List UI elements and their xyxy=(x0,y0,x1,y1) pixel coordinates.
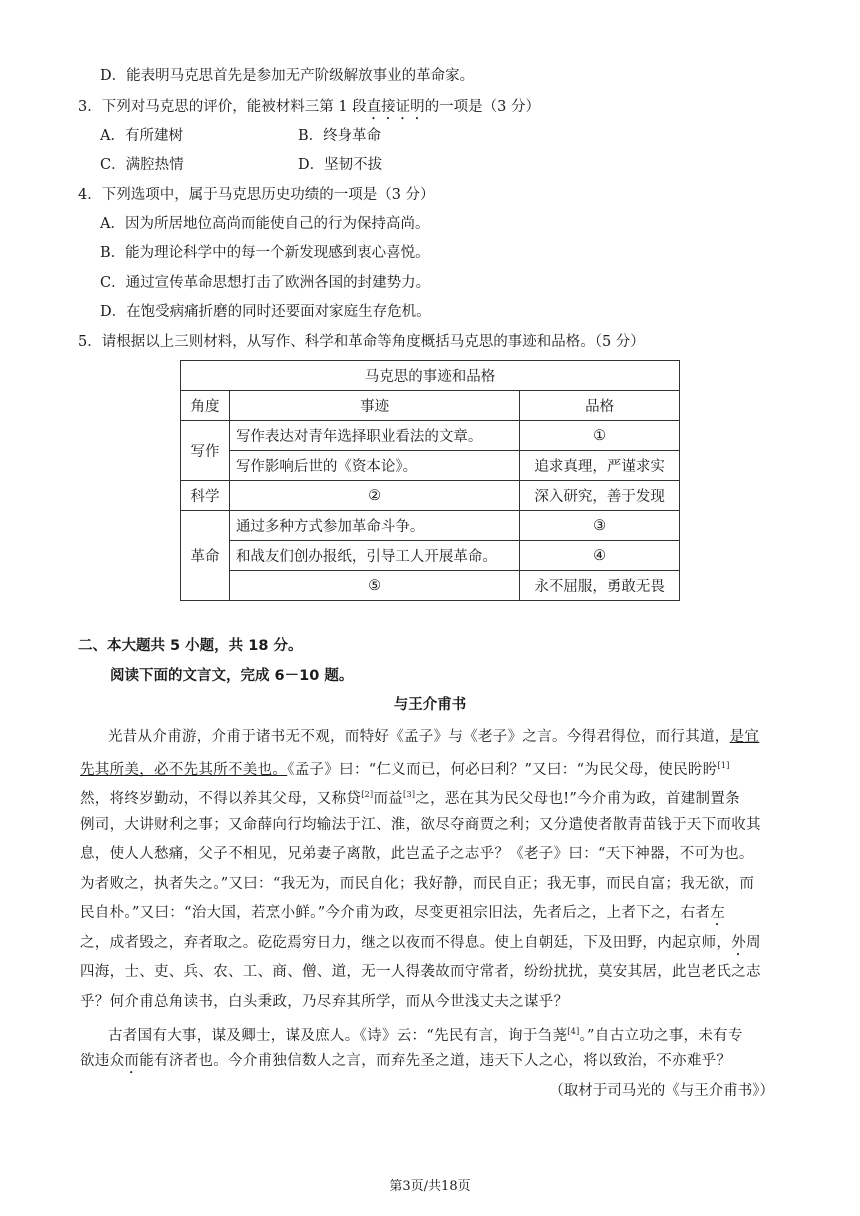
passage-line xyxy=(80,903,776,929)
q3-stem-b: 的一项是（3 分） xyxy=(424,99,541,115)
passage-text: 民自朴。”又曰：“治大国，若烹小鲜。”今介甫为政，尽变更祖宗旧法，先者后之，上者下之，右者 xyxy=(80,905,711,921)
q3-stem-a: 3．下列对马克思的评价，能被材料三第 1 段 xyxy=(78,99,367,115)
table-title-row xyxy=(181,361,680,391)
passage-text: 周 xyxy=(746,935,761,951)
category-writing: 写作 xyxy=(181,421,230,481)
page-number: 第3页/共18页 xyxy=(389,1179,471,1194)
footnote-mark: [4] xyxy=(567,1027,580,1036)
quality-cell: 深入研究，善于发现 xyxy=(520,481,680,511)
passage-text: 之，恶在其为民父母也!”今介甫为政，首建制置条 xyxy=(415,790,740,807)
q3-stem xyxy=(78,97,540,123)
footnote-mark: [3] xyxy=(403,790,416,799)
category-science: 科学 xyxy=(181,481,230,511)
section-heading: 二、本大题共 5 小题，共 18 分。 xyxy=(78,638,303,654)
table-title: 马克思的事迹和品格 xyxy=(181,361,680,391)
table-row xyxy=(181,541,680,571)
q4-option-a: A．因为所居地位高尚而能使自己的行为保持高尚。 xyxy=(100,216,430,232)
passage-line xyxy=(80,933,776,959)
passage-text: 能有济者也。今介甫独信数人之言，而弃先圣之道，违天下人之心，将以致治，不亦难乎？ xyxy=(139,1053,732,1069)
table-row xyxy=(181,571,680,601)
q4-stem: 4．下列选项中，属于马克思历史功绩的一项是（3 分） xyxy=(78,187,435,203)
table-row xyxy=(181,481,680,511)
table-row xyxy=(181,421,680,451)
passage-text: 古者国有大事，谋及卿士，谋及庶人。《诗》云：“先民有言，询于刍荛 xyxy=(108,1027,568,1044)
passage-line: 乎？何介甫总角读书，白头秉政，乃尽弃其所学，而从今世浅丈夫之谋乎？ xyxy=(80,994,569,1010)
footnote-mark: [1] xyxy=(717,761,730,770)
passage-line: 为者败之，执者失之。”又曰：“我无为，而民自化；我好静，而民自正；我无事，而民自富；我无欲，而 xyxy=(80,876,755,892)
reading-instruction: 阅读下面的文言文，完成 6－10 题。 xyxy=(110,668,354,684)
passage-line: 四海，士、吏、兵、农、工、商、僧、道，无一人得袭故而守常者，纷纷扰扰，莫安其居，此岂老氏之志 xyxy=(80,964,761,980)
q3-option-d: D．坚韧不拔 xyxy=(298,157,383,173)
q3-option-c: C．满腔热情 xyxy=(100,157,184,173)
passage-text: 光昔从介甫游，介甫于诸书无不观，而特好《孟子》与《老子》之言。今得君得位，而行其道， xyxy=(108,729,730,745)
q4-option-d: D．在饱受病痛折磨的同时还要面对家庭生存危机。 xyxy=(100,304,431,320)
passage-text: 然，将终岁勤动，不得以养其父母，又称贷 xyxy=(80,790,362,807)
passage-line xyxy=(80,1051,776,1077)
q3-stem-emphasis: 直接证明 xyxy=(366,99,425,115)
quality-blank-1: ① xyxy=(520,421,680,451)
deeds-qualities-table xyxy=(180,360,680,601)
table-row xyxy=(181,451,680,481)
category-revolution: 革命 xyxy=(181,511,230,601)
passage-source: （取材于司马光的《与王介甫书》） xyxy=(549,1083,774,1099)
passage-line xyxy=(80,756,776,780)
passage-line xyxy=(108,727,776,747)
deed-cell: 写作影响后世的《资本论》。 xyxy=(229,451,519,481)
q5-stem: 5．请根据以上三则材料，从写作、科学和革命等角度概括马克思的事迹和品格。（5 分） xyxy=(78,334,645,350)
dotted-char: 左 xyxy=(710,905,726,921)
passage-line xyxy=(108,1022,776,1046)
quality-blank-4: ④ xyxy=(520,541,680,571)
passage-text: 《孟子》曰：“仁义而已，何必曰利？”又曰：“为民父母，使民盻盻 xyxy=(287,761,718,778)
dotted-char: 而 xyxy=(124,1053,140,1069)
header-deeds: 事迹 xyxy=(229,391,519,421)
q4-option-c: C．通过宣传革命思想打击了欧洲各国的封建势力。 xyxy=(100,275,431,291)
passage-text: 之，成者毁之，弃者取之。矻矻焉穷日力，继之以夜而不得息。使上自朝廷，下及田野，内起京师， xyxy=(80,935,732,951)
passage-title: 与王介甫书 xyxy=(393,697,467,713)
deed-blank-2: ② xyxy=(229,481,519,511)
quality-cell: 永不屈服，勇敢无畏 xyxy=(520,571,680,601)
table-row xyxy=(181,511,680,541)
deed-cell: 通过多种方式参加革命斗争。 xyxy=(229,511,519,541)
passage-line: 息，使人人愁痛，父子不相见，兄弟妻子离散，此岂孟子之志乎？《老子》曰：“天下神器，不可为也。 xyxy=(80,846,754,862)
passage-text: 欲违众 xyxy=(80,1053,125,1069)
deed-cell: 写作表达对青年选择职业看法的文章。 xyxy=(229,421,519,451)
q3-option-b: B．终身革命 xyxy=(298,128,382,144)
footnote-mark: [2] xyxy=(361,790,374,799)
dotted-char: 外 xyxy=(731,935,747,951)
header-qualities: 品格 xyxy=(520,391,680,421)
underlined-phrase: 是宜 xyxy=(729,729,760,745)
passage-line xyxy=(80,785,776,809)
quality-cell: 追求真理，严谨求实 xyxy=(520,451,680,481)
q2-option-d: D．能表明马克思首先是参加无产阶级解放事业的革命家。 xyxy=(100,68,475,84)
underlined-phrase: 先其所美，必不先其所不美也。 xyxy=(80,761,288,778)
q3-option-a: A．有所建树 xyxy=(100,128,183,144)
passage-text: 。”自古立功之事，未有专 xyxy=(579,1027,743,1044)
passage-line: 例司，大讲财利之事；又命薛向行均输法于江、淮，欲尽夺商贾之利；又分遣使者散青苗钱于天下而收其 xyxy=(80,817,761,833)
header-angle: 角度 xyxy=(181,391,230,421)
table-header-row xyxy=(181,391,680,421)
q4-option-b: B．能为理论科学中的每一个新发现感到衷心喜悦。 xyxy=(100,245,430,261)
deed-blank-5: ⑤ xyxy=(229,571,519,601)
passage-text: 而益 xyxy=(373,790,404,807)
deed-cell: 和战友们创办报纸，引导工人开展革命。 xyxy=(229,541,519,571)
quality-blank-3: ③ xyxy=(520,511,680,541)
